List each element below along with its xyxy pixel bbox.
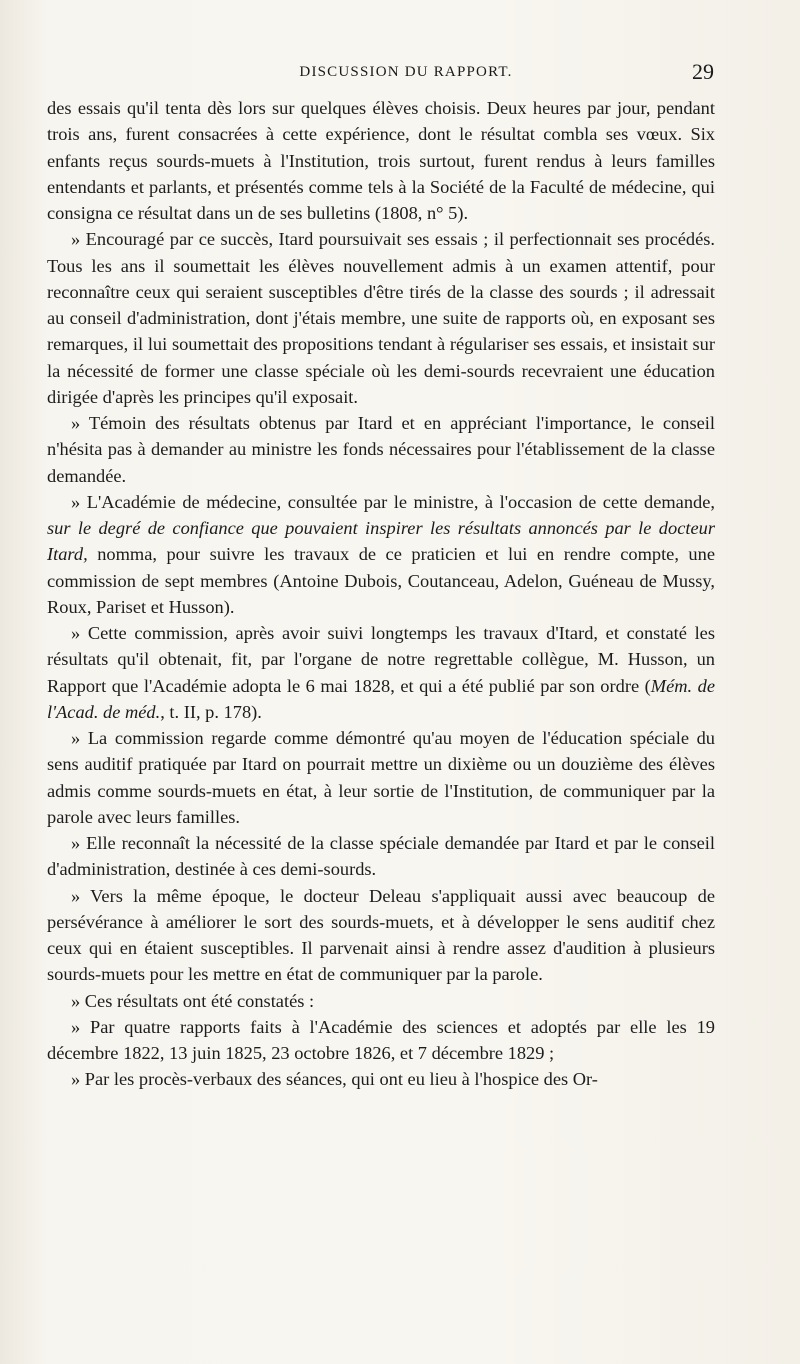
running-title: DISCUSSION DU RAPPORT. — [299, 64, 513, 80]
paragraph — [47, 410, 715, 489]
running-head — [48, 59, 714, 92]
text-run: » Encouragé par ce succès, Itard poursuivait ses essais ; il perfectionnait ses procédés. Tous les ans il soumettait les élèves nouvellement admis à un examen attentif, pour reconnaître ceux qui seraient susceptibles d'être tirés de la classe des sourds ; il adressait au conseil d'administration, dont j'étais membre, une suite de rapports où, en exposant ses remarques, il lui soumettait des propositions tendant à régulariser ses essais, et insistait sur la nécessité de former une classe spéciale où les demi-sourds recevraient une éducation dirigée d'après les principes qu'il exposait. — [47, 229, 715, 407]
text-run: » Par les procès-verbaux des séances, qui ont eu lieu à l'hospice des Or- — [71, 1069, 598, 1090]
paragraph — [47, 226, 715, 410]
paragraph — [47, 489, 715, 620]
paragraph — [47, 95, 715, 226]
text-run: des essais qu'il tenta dès lors sur quelques élèves choisis. Deux heures par jour, pendant trois ans, furent consacrées à cette expérience, dont le résultat combla ses vœux. Six enfants reçus sourds-muets à l'Institution, trois surtout, furent rendus à leurs familles entendants et parlants, et présentés comme tels à la Société de la Faculté de médecine, qui consigna ce résultat dans un de ses bulletins (1808, n° 5). — [47, 98, 715, 223]
italic-text: Mém. de l'Acad. de méd. — [47, 675, 715, 722]
text-run: , t. II, p. 178). — [160, 701, 262, 722]
italic-text: sur le degré de confiance que pouvaient inspirer les résultats annoncés par le docteur Itard, — [47, 518, 715, 565]
paragraph — [47, 988, 715, 1014]
text-run: nomma, pour suivre les travaux de ce praticien et lui en rendre compte, une commission de sept membres (Antoine Dubois, Coutanceau, Adelon, Guéneau de Mussy, Roux, Pariset et Husson). — [47, 544, 715, 617]
paragraph — [47, 1066, 715, 1092]
paragraph — [47, 883, 715, 988]
body-text — [47, 95, 715, 1093]
paragraph — [47, 830, 715, 883]
text-run: » Cette commission, après avoir suivi longtemps les travaux d'Itard, et constaté les résultats qu'il obtenait, fit, par l'organe de notre regrettable collègue, M. Husson, un Rapport que l'Académie adopta le 6 mai 1828, et qui a été publié par son ordre ( — [47, 623, 715, 696]
paragraph — [47, 1014, 715, 1067]
text-run: » Ces résultats ont été constatés : — [71, 990, 315, 1011]
text-run: » L'Académie de médecine, consultée par le ministre, à l'occasion de cette demande, — [71, 491, 715, 512]
text-run: » Elle reconnaît la nécessité de la classe spéciale demandée par Itard et par le conseil d'administration, destinée à ces demi-sourds. — [47, 833, 715, 880]
page-number: 29 — [692, 59, 714, 84]
paragraph — [47, 725, 715, 830]
paragraph — [47, 620, 715, 725]
text-run: » Témoin des résultats obtenus par Itard et en appréciant l'importance, le conseil n'hésita pas à demander au ministre les fonds nécessaires pour l'établissement de la classe demandée. — [47, 413, 715, 486]
text-run: » Vers la même époque, le docteur Deleau s'appliquait aussi avec beaucoup de persévérance à améliorer le sort des sourds-muets, et à développer le sens auditif chez ceux qui en étaient susceptibles. Il parvenait ainsi à rendre assez d'audition à plusieurs sourds-muets pour les mettre en état de communiquer par la parole. — [47, 885, 715, 985]
text-run: » La commission regarde comme démontré qu'au moyen de l'éducation spéciale du sens auditif pratiquée par Itard on pourrait mettre un dixième ou un douzième des élèves admis comme sourds-muets en état, à leur sortie de l'Institution, de communiquer par la parole avec leurs familles. — [47, 728, 715, 827]
text-run: » Par quatre rapports faits à l'Académie des sciences et adoptés par elle les 19 décembre 1822, 13 juin 1825, 23 octobre 1826, et 7 décembre 1829 ; — [47, 1016, 715, 1063]
